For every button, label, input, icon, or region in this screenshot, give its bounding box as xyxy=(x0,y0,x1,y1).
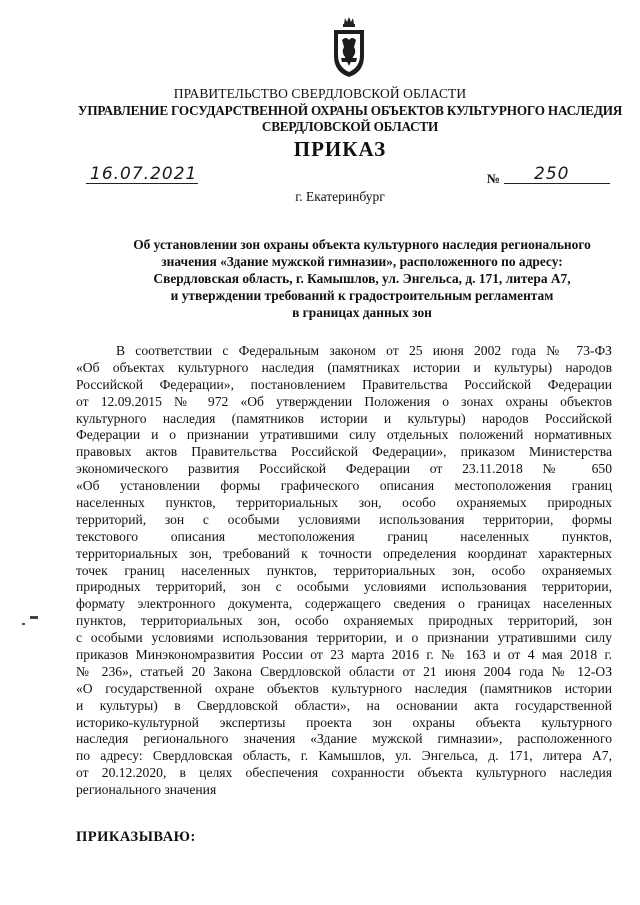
body-line: регионального значения xyxy=(76,782,217,798)
body-line: Российской Федерации», постановлением Правительства Российской Федерации xyxy=(76,376,612,392)
body-line: приказов Минэкономразвития России от 23 марта 2016 г. № 163 и от 4 мая 2018 г. xyxy=(76,647,612,663)
body-line: В соответствии с Федеральным законом от 25 июня 2002 года № 73-ФЗ xyxy=(116,343,612,358)
body-line: от 20.12.2020, в целях обеспечения сохранности объекта культурного наследия xyxy=(76,765,612,781)
body-line: пунктов, территориальных зон, особо охраняемых природных территорий, зон xyxy=(76,613,612,629)
body-line: наследия регионального значения «Здание мужской гимназии», расположенного xyxy=(76,731,612,747)
department-name-line-2: СВЕРДЛОВСКОЙ ОБЛАСТИ xyxy=(261,119,439,134)
body-line: и культуры) в Свердловской области», на основании акта государственной xyxy=(76,697,612,713)
subject-line: Об установлении зон охраны объекта культурного наследия регионального xyxy=(133,237,591,252)
body-line: по адресу: Свердловская область, г. Камышлов, ул. Энгельса, д. 171, литера А7, xyxy=(76,748,612,764)
order-number: 250 xyxy=(534,164,570,184)
body-line: от 12.09.2015 № 972 «Об утверждении Положения о зонах охраны объектов xyxy=(76,393,612,409)
body-line: точек границ населенных пунктов, территориальных зон, особо охраняемых xyxy=(76,562,612,578)
body-line: текстового описания местоположения границ населенных пунктов, xyxy=(76,528,612,544)
body-line: территориальных зон, требований к точности определения координат характерных xyxy=(76,545,612,561)
body-line: с особыми условиями использования территории, и о признании утратившими силу xyxy=(76,630,612,646)
document-type-title: ПРИКАЗ xyxy=(293,137,387,161)
body-line: «Об установлении формы графического описания местоположения границ xyxy=(76,478,612,494)
scan-artifact xyxy=(22,623,25,625)
body-line: природных территорий, зон с особыми условиями использования территории, xyxy=(76,579,612,595)
body-line: формату электронного документа, содержащего сведения о границах населенных xyxy=(76,596,612,612)
government-name: ПРАВИТЕЛЬСТВО СВЕРДЛОВСКОЙ ОБЛАСТИ xyxy=(173,86,467,101)
body-line: правовых актов Правительства Российской Федерации», приказом Министерства xyxy=(76,444,612,460)
subject-line: в границах данных зон xyxy=(292,305,432,320)
number-sign: № xyxy=(487,171,501,186)
body-line: культурного наследия (памятников истории и культуры) народов Российской xyxy=(76,410,612,426)
order-number-field xyxy=(504,163,610,184)
order-preamble xyxy=(76,343,612,799)
subject-line: Свердловская область, г. Камышлов, ул. Энгельса, д. 171, литера А7, xyxy=(153,271,571,286)
body-line: территорий, зон с особыми условиями использования территории, формы xyxy=(76,511,612,527)
directive-heading: ПРИКАЗЫВАЮ: xyxy=(76,829,196,845)
order-date-field xyxy=(86,163,198,184)
scan-artifact xyxy=(30,616,38,619)
body-line: № 236», статьей 20 Закона Свердловской области от 21 июня 2004 года № 12-ОЗ xyxy=(76,663,612,679)
subject-line: и утверждении требований к градостроительным регламентам xyxy=(170,288,554,303)
issue-city: г. Екатеринбург xyxy=(295,189,385,204)
body-line: «Об объектах культурного наследия (памятниках истории и культуры) народов xyxy=(76,359,612,375)
subject-line: значения «Здание мужской гимназии», расположенного по адресу: xyxy=(161,254,563,269)
coat-of-arms-icon xyxy=(332,16,366,78)
body-line: историко-культурной экспертизы проекта зон охраны объекта культурного xyxy=(76,714,612,730)
body-line: экономического развития Российской Федерации от 23.11.2018 № 650 xyxy=(76,461,612,477)
department-name xyxy=(60,103,640,135)
department-name-line-1: УПРАВЛЕНИЕ ГОСУДАРСТВЕННОЙ ОХРАНЫ ОБЪЕКТОВ КУЛЬТУРНОГО НАСЛЕДИЯ xyxy=(77,103,623,118)
order-subject xyxy=(92,236,632,321)
order-date: 16.07.2021 xyxy=(90,164,198,184)
body-line: населенных пунктов, территориальных зон, особо охраняемых природных xyxy=(76,495,612,511)
body-line: «О государственной охране объектов культурного наследия (памятников истории xyxy=(76,680,612,696)
body-line: Федерации и о признании утратившими силу отдельных положений нормативных xyxy=(76,427,612,443)
